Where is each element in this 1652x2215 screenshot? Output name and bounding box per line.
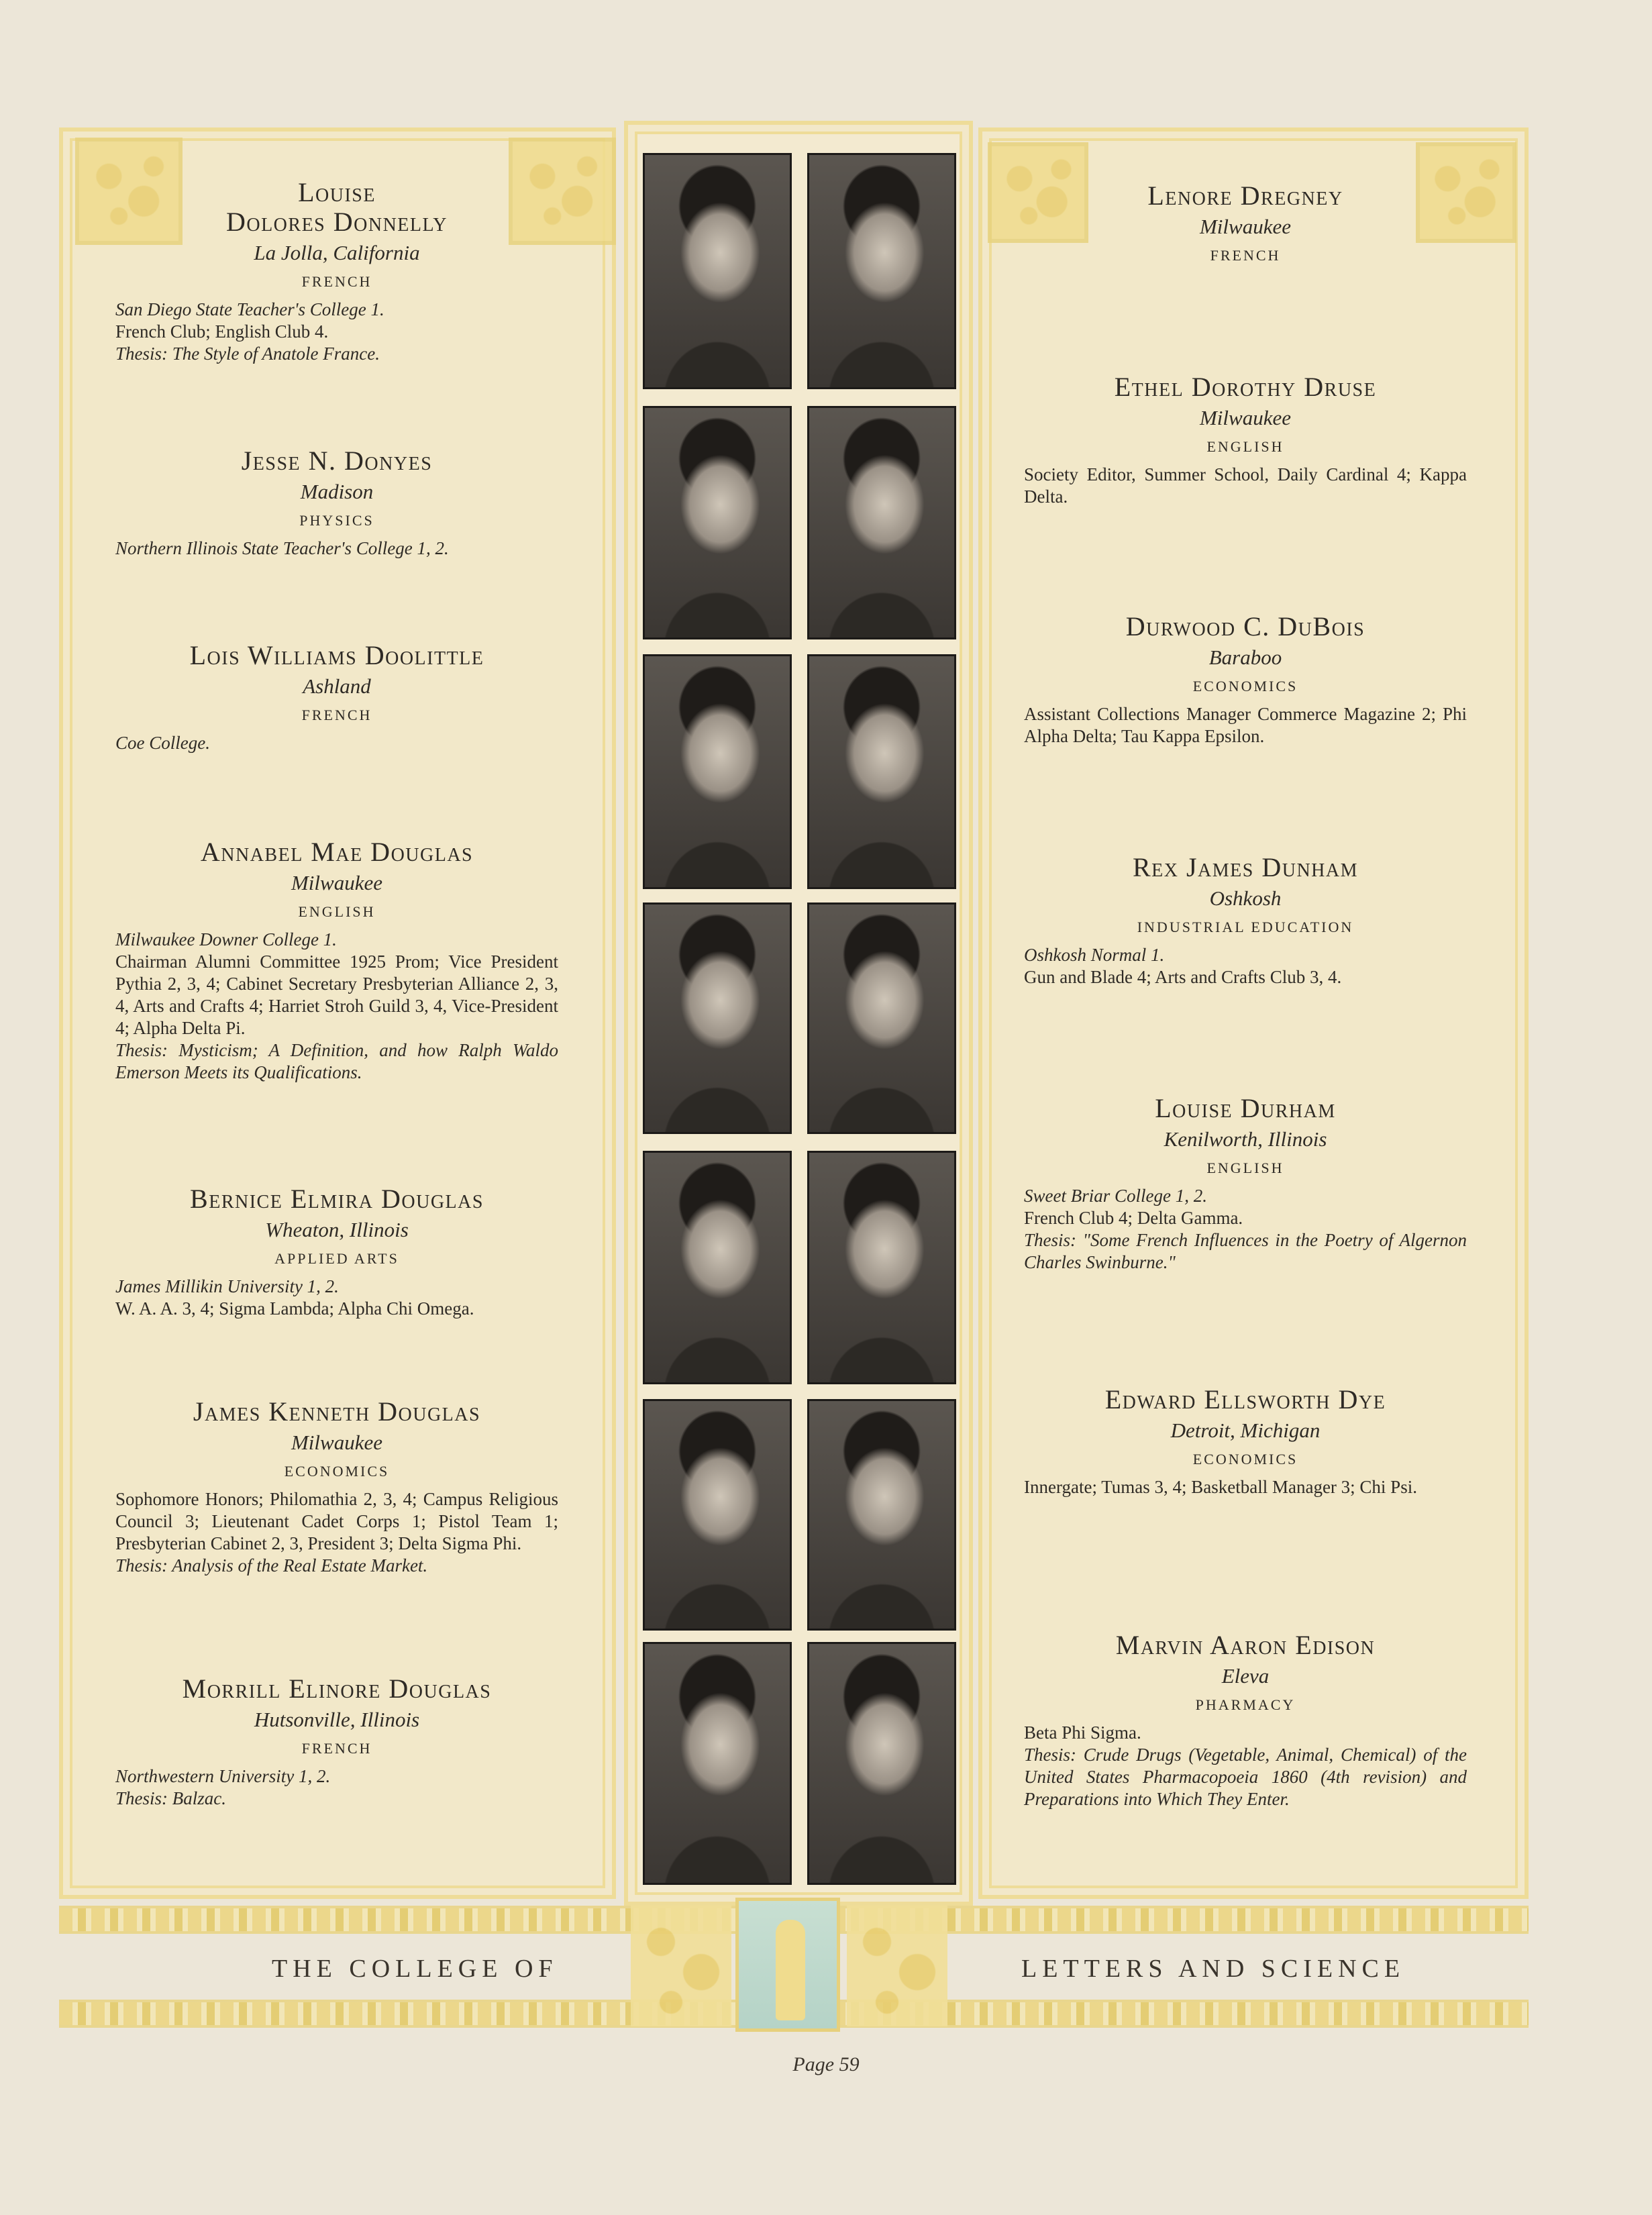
statue-emblem-icon [735,1898,840,2032]
student-hometown: Milwaukee [1199,215,1291,238]
student-entry [115,641,558,754]
student-department: ENGLISH [1206,1160,1284,1176]
activity-line: W. A. A. 3, 4; Sigma Lambda; Alpha Chi Omega. [115,1298,474,1319]
portrait-lenore-dregney [807,153,956,389]
activity-line: Assistant Collections Manager Commerce Magazine 2; Phi Alpha Delta; Tau Kappa Epsilon. [1024,704,1467,746]
activity-line-italic: San Diego State Teacher's College 1. [115,299,384,319]
activity-line-italic: Coe College. [115,733,210,753]
student-hometown: Wheaton, Illinois [265,1218,409,1241]
activity-line: Sophomore Honors; Philomathia 2, 3, 4; Campus Religious Council 3; Lieutenant Cadet Corps 1; Pistol Team 1; Presbyterian Cabinet 2, 3, President 3; Delta Sigma Phi. [115,1489,558,1553]
student-department: ECONOMICS [284,1463,390,1480]
student-department: FRENCH [301,1740,372,1757]
student-activities [115,1276,558,1320]
ornament-scroll-icon [847,1906,947,2026]
activity-line-italic: Sweet Briar College 1, 2. [1024,1186,1207,1206]
student-activities [115,299,558,365]
student-activities [115,929,558,1084]
student-hometown: La Jolla, California [254,241,420,264]
student-name: Morrill Elinore Douglas [182,1673,492,1704]
student-name: Bernice Elmira Douglas [190,1184,484,1214]
student-activities [115,732,558,754]
student-department: FRENCH [301,707,372,723]
student-entry [115,1397,558,1577]
student-activities [115,537,558,560]
student-name: Louise [298,177,376,207]
student-name: Ethel Dorothy Druse [1114,372,1377,402]
activity-line: Innergate; Tumas 3, 4; Basketball Manager 3; Chi Psi. [1024,1477,1417,1497]
activity-line-italic: Thesis: Balzac. [115,1788,226,1808]
student-hometown: Baraboo [1208,646,1282,669]
student-entry [1024,612,1467,748]
activity-line-italic: Thesis: Crude Drugs (Vegetable, Animal, Chemical) of the United States Pharmacopoeia 1860 (4th revision) and Preparations into Which They Enter. [1024,1745,1467,1809]
student-entry [115,446,558,560]
activity-line-italic: Northwestern University 1, 2. [115,1766,331,1786]
student-hometown: Kenilworth, Illinois [1164,1127,1327,1151]
student-entry [115,1674,558,1810]
activity-line-italic: Thesis: Mysticism; A Definition, and how Ralph Waldo Emerson Meets its Qualifications. [115,1040,558,1082]
student-entry [115,178,558,365]
student-hometown: Milwaukee [291,1431,382,1454]
student-activities [1024,1476,1467,1498]
activity-line-italic: Thesis: "Some French Influences in the Poetry of Algernon Charles Swinburne." [1024,1230,1467,1272]
student-department: ENGLISH [298,903,376,920]
student-entry [1024,1631,1467,1810]
activity-line: French Club; English Club 4. [115,321,329,342]
student-name: Lois Williams Doolittle [189,640,484,670]
portrait-louise-dolores-donnelly [643,153,792,389]
footer-right-text: LETTERS AND SCIENCE [1021,1955,1406,1983]
portrait-edward-ellsworth-dye [807,1399,956,1631]
activity-line-italic: James Millikin University 1, 2. [115,1276,339,1296]
student-name: Jesse N. Donyes [241,446,433,476]
portrait-marvin-aaron-edison [807,1642,956,1885]
portrait-louise-durham [807,1151,956,1384]
student-department: ENGLISH [1206,438,1284,455]
student-department: ECONOMICS [1192,1451,1298,1467]
student-hometown: Ashland [303,674,371,698]
student-department: PHYSICS [299,512,374,529]
student-activities [1024,1185,1467,1274]
activity-line: Society Editor, Summer School, Daily Cardinal 4; Kappa Delta. [1024,464,1467,507]
student-entry [115,837,558,1084]
student-hometown: Milwaukee [291,871,382,894]
portrait-annabel-mae-douglas [643,903,792,1134]
student-department: INDUSTRIAL EDUCATION [1137,919,1354,935]
activity-line: Chairman Alumni Committee 1925 Prom; Vice President Pythia 2, 3, 4; Cabinet Secretary Presbyterian Alliance 2, 3, 4, Arts and Crafts 4; Harriet Stroh Guild 3, 4, Vice-President 4; Alpha Delta Pi. [115,951,558,1038]
ornament-scroll-icon [631,1906,731,2026]
student-activities [1024,944,1467,988]
student-hometown: Hutsonville, Illinois [254,1708,420,1731]
student-department: FRENCH [301,273,372,290]
student-name: Rex James Dunham [1132,852,1359,882]
activity-line: Beta Phi Sigma. [1024,1722,1141,1743]
student-name: Louise Durham [1155,1093,1336,1123]
student-activities [115,1765,558,1810]
page-number: Page 59 [792,2053,860,2075]
student-department: ECONOMICS [1192,678,1298,694]
student-name: Edward Ellsworth Dye [1104,1384,1386,1414]
portrait-ethel-dorothy-druse [807,406,956,639]
student-entry [1024,1094,1467,1274]
activity-line: Gun and Blade 4; Arts and Crafts Club 3, 4. [1024,967,1342,987]
student-name: Annabel Mae Douglas [200,837,474,867]
student-entry [1024,372,1467,508]
portrait-morrill-elinore-douglas [643,1642,792,1885]
student-hometown: Madison [300,480,374,503]
student-activities [115,1488,558,1577]
student-department: FRENCH [1210,247,1281,264]
portrait-durwood-c-dubois [807,654,956,889]
portrait-rex-james-dunham [807,903,956,1134]
student-entry [1024,1385,1467,1498]
portrait-bernice-elmira-douglas [643,1151,792,1384]
activity-line-italic: Northern Illinois State Teacher's College 1, 2. [115,538,449,558]
student-hometown: Eleva [1221,1664,1270,1688]
student-activities [1024,703,1467,748]
activity-line-italic: Thesis: Analysis of the Real Estate Market. [115,1555,428,1576]
activity-line: French Club 4; Delta Gamma. [1024,1208,1243,1228]
student-name: Durwood C. DuBois [1125,611,1365,641]
student-name: Dolores Donnelly [225,207,448,237]
portrait-lois-williams-doolittle [643,654,792,889]
student-hometown: Oshkosh [1209,886,1282,910]
student-entry [1024,853,1467,988]
student-name: Lenore Dregney [1147,181,1343,211]
portrait-jesse-n-donyes [643,406,792,639]
footer-left-text: THE COLLEGE OF [272,1955,558,1983]
activity-line-italic: Milwaukee Downer College 1. [115,929,337,949]
portrait-james-kenneth-douglas [643,1399,792,1631]
student-name: James Kenneth Douglas [193,1396,481,1427]
student-department: PHARMACY [1195,1696,1296,1713]
student-activities [1024,464,1467,508]
student-name: Marvin Aaron Edison [1115,1630,1376,1660]
student-entry [1024,181,1467,270]
activity-line-italic: Thesis: The Style of Anatole France. [115,344,380,364]
student-entry [115,1184,558,1320]
student-activities [1024,1722,1467,1810]
activity-line-italic: Oshkosh Normal 1. [1024,945,1165,965]
student-hometown: Detroit, Michigan [1170,1419,1321,1442]
student-hometown: Milwaukee [1199,406,1291,429]
student-department: APPLIED ARTS [274,1250,399,1267]
